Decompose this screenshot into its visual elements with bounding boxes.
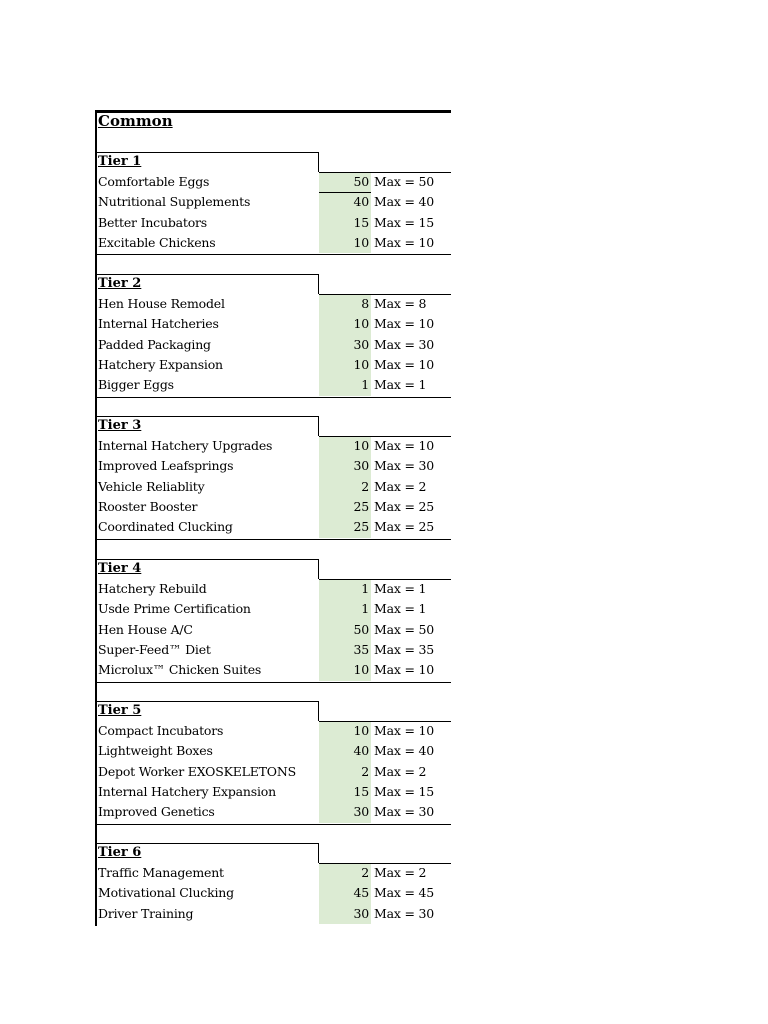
item-value: 10 bbox=[353, 356, 369, 372]
item-value: 10 bbox=[353, 662, 369, 678]
item-name: Padded Packaging bbox=[98, 336, 211, 352]
item-max: Max = 10 bbox=[374, 662, 435, 678]
item-value: 2 bbox=[361, 763, 369, 779]
tier-bottom-border bbox=[95, 539, 451, 540]
tier-title: Tier 4 bbox=[98, 561, 142, 576]
tier-title: Tier 2 bbox=[98, 276, 142, 291]
item-name: Usde Prime Certification bbox=[98, 601, 251, 617]
item-name: Hen House A/C bbox=[98, 621, 193, 637]
item-name: Comfortable Eggs bbox=[98, 174, 210, 189]
item-name: Driver Training bbox=[98, 905, 194, 921]
tier-bottom-border bbox=[95, 824, 451, 825]
item-name: Vehicle Reliablity bbox=[98, 478, 205, 494]
item-max: Max = 30 bbox=[374, 458, 435, 474]
item-value: 10 bbox=[353, 723, 369, 738]
tier-header-divider bbox=[318, 701, 319, 721]
item-max: Max = 45 bbox=[374, 885, 435, 901]
item-value: 10 bbox=[353, 234, 369, 250]
item-value: 1 bbox=[361, 601, 369, 617]
item-name: Lightweight Boxes bbox=[98, 743, 213, 759]
item-name: Microlux™ Chicken Suites bbox=[98, 662, 262, 678]
item-value: 30 bbox=[353, 458, 369, 474]
item-value: 2 bbox=[361, 478, 369, 494]
tier-title: Tier 1 bbox=[98, 154, 142, 169]
item-name: Coordinated Clucking bbox=[98, 519, 233, 535]
item-max: Max = 25 bbox=[374, 519, 435, 535]
tier-header-divider bbox=[318, 559, 319, 579]
item-max: Max = 10 bbox=[374, 438, 435, 453]
item-name: Improved Genetics bbox=[98, 804, 215, 820]
item-value: 10 bbox=[353, 316, 369, 332]
item-max: Max = 30 bbox=[374, 804, 435, 820]
item-name: Internal Hatchery Upgrades bbox=[98, 438, 273, 453]
item-value: 25 bbox=[353, 498, 369, 514]
item-name: Improved Leafsprings bbox=[98, 458, 234, 474]
item-max: Max = 30 bbox=[374, 336, 435, 352]
item-value: 50 bbox=[353, 621, 369, 637]
tier-bottom-border bbox=[95, 254, 451, 255]
section-title: Common bbox=[98, 112, 173, 130]
item-name: Better Incubators bbox=[98, 214, 208, 230]
item-name: Compact Incubators bbox=[98, 723, 224, 738]
item-max: Max = 40 bbox=[374, 743, 435, 759]
item-max: Max = 10 bbox=[374, 356, 435, 372]
item-name: Excitable Chickens bbox=[98, 234, 216, 250]
item-value: 30 bbox=[353, 336, 369, 352]
item-max: Max = 1 bbox=[374, 377, 427, 393]
item-value: 1 bbox=[361, 581, 369, 596]
item-max: Max = 1 bbox=[374, 581, 427, 596]
tier-title: Tier 3 bbox=[98, 418, 142, 433]
tier-title: Tier 5 bbox=[98, 703, 142, 718]
item-value: 2 bbox=[361, 865, 369, 880]
item-max: Max = 50 bbox=[374, 621, 435, 637]
spreadsheet-sheet bbox=[95, 110, 451, 926]
item-max: Max = 30 bbox=[374, 905, 435, 921]
item-name: Depot Worker EXOSKELETONS bbox=[98, 763, 296, 779]
cell-underline bbox=[319, 192, 371, 193]
item-name: Hatchery Expansion bbox=[98, 356, 223, 372]
item-value: 8 bbox=[361, 296, 369, 311]
item-value: 35 bbox=[353, 641, 369, 657]
item-max: Max = 10 bbox=[374, 234, 435, 250]
item-max: Max = 15 bbox=[374, 783, 435, 799]
item-name: Super-Feed™ Diet bbox=[98, 641, 211, 657]
item-value: 25 bbox=[353, 519, 369, 535]
item-value: 15 bbox=[353, 783, 369, 799]
item-value: 40 bbox=[353, 194, 369, 210]
item-name: Nutritional Supplements bbox=[98, 194, 251, 210]
item-value: 30 bbox=[353, 804, 369, 820]
item-max: Max = 2 bbox=[374, 865, 427, 880]
tier-title: Tier 6 bbox=[98, 845, 142, 860]
item-name: Motivational Clucking bbox=[98, 885, 234, 901]
item-max: Max = 15 bbox=[374, 214, 435, 230]
item-name: Hatchery Rebuild bbox=[98, 581, 207, 596]
item-name: Traffic Management bbox=[98, 865, 224, 880]
item-max: Max = 40 bbox=[374, 194, 435, 210]
left-border bbox=[95, 110, 97, 926]
item-value: 15 bbox=[353, 214, 369, 230]
item-max: Max = 1 bbox=[374, 601, 427, 617]
item-max: Max = 8 bbox=[374, 296, 427, 311]
tier-bottom-border bbox=[95, 397, 451, 398]
item-value: 1 bbox=[361, 377, 369, 393]
item-max: Max = 25 bbox=[374, 498, 435, 514]
item-value: 10 bbox=[353, 438, 369, 453]
item-name: Rooster Booster bbox=[98, 498, 198, 514]
item-value: 50 bbox=[353, 174, 369, 189]
tier-bottom-border bbox=[95, 682, 451, 683]
item-max: Max = 35 bbox=[374, 641, 435, 657]
item-value: 30 bbox=[353, 905, 369, 921]
item-max: Max = 10 bbox=[374, 316, 435, 332]
item-value: 45 bbox=[353, 885, 369, 901]
item-max: Max = 2 bbox=[374, 478, 427, 494]
tier-header-divider bbox=[318, 416, 319, 436]
item-name: Bigger Eggs bbox=[98, 377, 174, 393]
tier-header-divider bbox=[318, 843, 319, 863]
tier-header-divider bbox=[318, 152, 319, 172]
item-name: Internal Hatchery Expansion bbox=[98, 783, 276, 799]
tier-header-divider bbox=[318, 274, 319, 294]
item-name: Internal Hatcheries bbox=[98, 316, 219, 332]
item-max: Max = 10 bbox=[374, 723, 435, 738]
item-max: Max = 2 bbox=[374, 763, 427, 779]
item-max: Max = 50 bbox=[374, 174, 435, 189]
item-name: Hen House Remodel bbox=[98, 296, 225, 311]
item-value: 40 bbox=[353, 743, 369, 759]
